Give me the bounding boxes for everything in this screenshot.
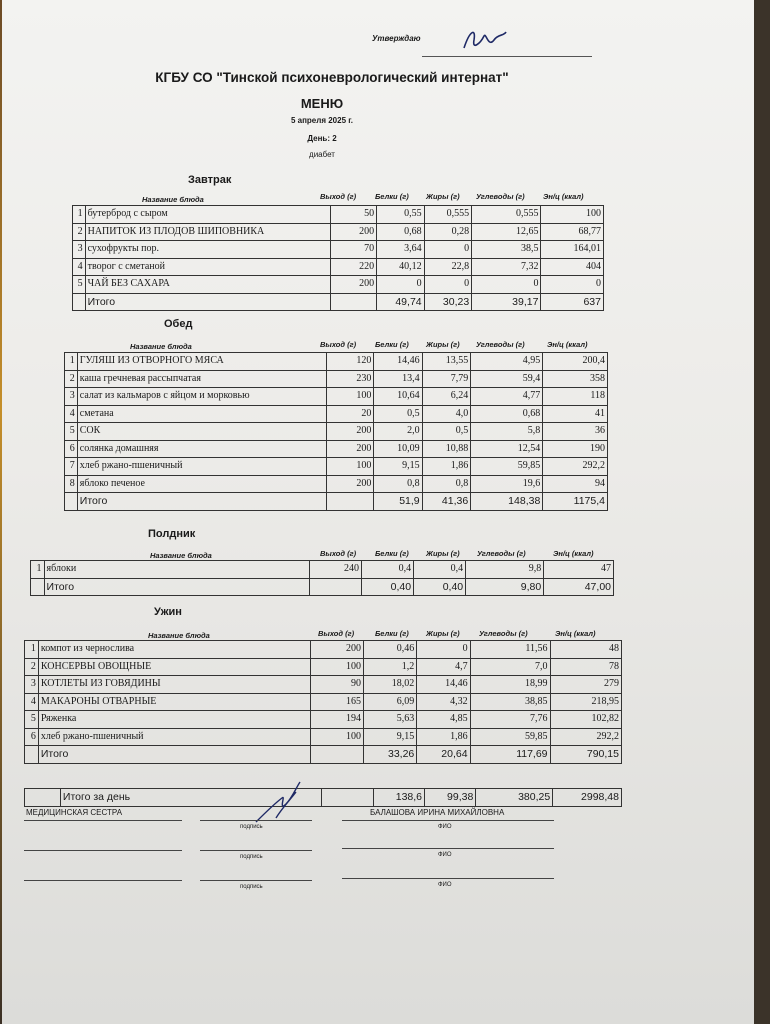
table-row xyxy=(65,440,608,458)
cell-energy: 164,01 xyxy=(541,241,604,259)
cell-protein: 0 xyxy=(377,276,425,294)
cell-n: 7 xyxy=(65,458,78,476)
cell-protein: 40,12 xyxy=(377,258,425,276)
section-title-dinner: Ужин xyxy=(154,606,182,618)
cell-fat: 1,86 xyxy=(422,458,471,476)
cell-fat: 14,46 xyxy=(417,676,470,694)
cell-name: ЧАЙ БЕЗ САХАРА xyxy=(85,276,330,294)
total-energy: 1175,4 xyxy=(543,493,608,511)
cell-energy: 47 xyxy=(544,561,614,579)
day-total-carbs: 380,25 xyxy=(476,789,553,807)
col-header-yield: Выход (г) xyxy=(320,549,357,558)
col-header-protein: Белки (г) xyxy=(375,549,409,558)
total-name: Итого xyxy=(85,293,330,311)
cell-carbs: 19,6 xyxy=(471,475,543,493)
total-energy: 47,00 xyxy=(544,578,614,596)
cell-name: МАКАРОНЫ ОТВАРНЫЕ xyxy=(38,693,310,711)
cell-n: 8 xyxy=(65,475,78,493)
signature-person: БАЛАШОВА ИРИНА МИХАЙЛОВНА xyxy=(370,808,505,817)
cell-name: бутерброд с сыром xyxy=(85,206,330,224)
table-row xyxy=(65,370,608,388)
cell-n: 4 xyxy=(73,258,86,276)
cell-energy: 190 xyxy=(543,440,608,458)
cell-fat: 0 xyxy=(417,641,470,659)
cell-yield: 200 xyxy=(326,423,374,441)
col-header-protein: Белки (г) xyxy=(375,340,409,349)
cell-protein: 0,55 xyxy=(377,206,425,224)
cell-protein: 10,09 xyxy=(374,440,422,458)
cell-energy: 78 xyxy=(550,658,621,676)
total-carbs: 117,69 xyxy=(470,746,550,764)
cell-protein: 10,64 xyxy=(374,388,422,406)
cell-protein: 0,68 xyxy=(377,223,425,241)
cell-name: хлеб ржано-пшеничный xyxy=(38,728,310,746)
cell-yield: 194 xyxy=(310,711,363,729)
cell-energy: 94 xyxy=(543,475,608,493)
total-yield xyxy=(310,578,362,596)
total-energy: 790,15 xyxy=(550,746,621,764)
signature-role: МЕДИЦИНСКАЯ СЕСТРА xyxy=(26,808,123,817)
cell-name: СОК xyxy=(77,423,326,441)
col-header-name: Название блюда xyxy=(130,342,192,351)
cell-yield: 200 xyxy=(310,641,363,659)
col-header-carbs: Углеводы (г) xyxy=(476,340,525,349)
cell-n: 2 xyxy=(65,370,78,388)
col-header-name: Название блюда xyxy=(150,551,212,560)
cell-energy: 358 xyxy=(543,370,608,388)
cell-fat: 0 xyxy=(424,276,472,294)
breakfast-rows xyxy=(73,206,604,311)
table-row xyxy=(25,641,622,659)
table-row xyxy=(65,458,608,476)
approve-label: Утверждаю xyxy=(372,34,421,43)
fio-caption-1: ФИО xyxy=(438,824,452,830)
cell-fat: 7,79 xyxy=(422,370,471,388)
cell-energy: 292,2 xyxy=(550,728,621,746)
cell-fat: 0,4 xyxy=(414,561,466,579)
cell-protein: 9,15 xyxy=(363,728,416,746)
total-row xyxy=(65,493,608,511)
role-line-2 xyxy=(24,850,182,851)
menu-day: День: 2 xyxy=(307,134,337,143)
total-energy: 637 xyxy=(541,293,604,311)
cell-n: 5 xyxy=(65,423,78,441)
sign-caption-1: подпись xyxy=(240,824,263,830)
cell-protein: 18,02 xyxy=(363,676,416,694)
cell-name: хлеб ржано-пшеничный xyxy=(77,458,326,476)
cell-carbs: 0,555 xyxy=(472,206,541,224)
day-total-yield-empty xyxy=(322,789,373,807)
cell-protein: 14,46 xyxy=(374,353,422,371)
cell-carbs: 38,5 xyxy=(472,241,541,259)
table-row xyxy=(25,676,622,694)
fio-line-1 xyxy=(342,820,554,821)
col-header-energy: Эн/ц (ккал) xyxy=(555,629,596,638)
cell-carbs: 7,32 xyxy=(472,258,541,276)
cell-yield: 100 xyxy=(310,728,363,746)
cell-fat: 4,0 xyxy=(422,405,471,423)
total-n xyxy=(25,746,39,764)
cell-carbs: 12,65 xyxy=(472,223,541,241)
cell-fat: 4,85 xyxy=(417,711,470,729)
cell-name: Ряженка xyxy=(38,711,310,729)
total-fat: 41,36 xyxy=(422,493,471,511)
day-total-row xyxy=(25,789,622,807)
total-carbs: 9,80 xyxy=(466,578,544,596)
total-yield xyxy=(331,293,377,311)
table-row xyxy=(65,405,608,423)
cell-yield: 90 xyxy=(310,676,363,694)
cell-yield: 200 xyxy=(326,440,374,458)
day-total-energy: 2998,48 xyxy=(553,789,622,807)
cell-n: 2 xyxy=(73,223,86,241)
table-row xyxy=(65,353,608,371)
cell-protein: 1,2 xyxy=(363,658,416,676)
cell-fat: 4,7 xyxy=(417,658,470,676)
cell-name: творог с сметаной xyxy=(85,258,330,276)
cell-energy: 200,4 xyxy=(543,353,608,371)
col-header-energy: Эн/ц (ккал) xyxy=(547,340,588,349)
cell-n: 1 xyxy=(65,353,78,371)
fio-caption-3: ФИО xyxy=(438,882,452,888)
approval-signature xyxy=(460,26,510,56)
cell-name: ГУЛЯШ ИЗ ОТВОРНОГО МЯСА xyxy=(77,353,326,371)
total-name: Итого xyxy=(38,746,310,764)
table-row xyxy=(25,693,622,711)
cell-name: сметана xyxy=(77,405,326,423)
cell-energy: 102,82 xyxy=(550,711,621,729)
total-protein: 33,26 xyxy=(363,746,416,764)
table-row xyxy=(73,258,604,276)
day-total-fat: 99,38 xyxy=(425,789,476,807)
organization-title: КГБУ СО "Тинской психоневрологический интернат" xyxy=(155,70,509,85)
table-row xyxy=(65,475,608,493)
total-carbs: 148,38 xyxy=(471,493,543,511)
cell-fat: 10,88 xyxy=(422,440,471,458)
cell-name: НАПИТОК ИЗ ПЛОДОВ ШИПОВНИКА xyxy=(85,223,330,241)
cell-yield: 120 xyxy=(326,353,374,371)
snack-rows xyxy=(31,561,614,596)
cell-protein: 0,8 xyxy=(374,475,422,493)
cell-carbs: 7,0 xyxy=(470,658,550,676)
total-name: Итого xyxy=(44,578,309,596)
col-header-yield: Выход (г) xyxy=(320,192,357,201)
col-header-name: Название блюда xyxy=(142,195,204,204)
fio-line-3 xyxy=(342,878,554,879)
col-header-carbs: Углеводы (г) xyxy=(477,549,526,558)
cell-n: 1 xyxy=(25,641,39,659)
cell-energy: 100 xyxy=(541,206,604,224)
cell-energy: 118 xyxy=(543,388,608,406)
total-n xyxy=(65,493,78,511)
dinner-table xyxy=(24,640,622,764)
table-row xyxy=(73,241,604,259)
cell-fat: 0,5 xyxy=(422,423,471,441)
col-header-carbs: Углеводы (г) xyxy=(476,192,525,201)
total-fat: 0,40 xyxy=(414,578,466,596)
diet-type: диабет xyxy=(309,150,335,159)
cell-energy: 218,95 xyxy=(550,693,621,711)
cell-name: яблоко печеное xyxy=(77,475,326,493)
col-header-fat: Жиры (г) xyxy=(426,192,460,201)
table-row xyxy=(65,388,608,406)
cell-protein: 0,5 xyxy=(374,405,422,423)
cell-yield: 165 xyxy=(310,693,363,711)
cell-protein: 13,4 xyxy=(374,370,422,388)
cell-carbs: 0 xyxy=(472,276,541,294)
col-header-yield: Выход (г) xyxy=(320,340,357,349)
cell-name: салат из кальмаров с яйцом и морковью xyxy=(77,388,326,406)
table-row xyxy=(25,711,622,729)
cell-protein: 5,63 xyxy=(363,711,416,729)
snack-table xyxy=(30,560,614,596)
cell-fat: 6,24 xyxy=(422,388,471,406)
menu-sheet xyxy=(2,0,754,1024)
day-total-label: Итого за день xyxy=(60,789,322,807)
cell-fat: 0 xyxy=(424,241,472,259)
table-row xyxy=(73,276,604,294)
cell-yield: 200 xyxy=(331,276,377,294)
cell-protein: 9,15 xyxy=(374,458,422,476)
cell-energy: 36 xyxy=(543,423,608,441)
cell-carbs: 18,99 xyxy=(470,676,550,694)
cell-name: КОНСЕРВЫ ОВОЩНЫЕ xyxy=(38,658,310,676)
cell-yield: 200 xyxy=(331,223,377,241)
col-header-yield: Выход (г) xyxy=(318,629,355,638)
cell-n: 6 xyxy=(65,440,78,458)
cell-yield: 70 xyxy=(331,241,377,259)
table-row xyxy=(73,206,604,224)
cell-name: компот из чернослива xyxy=(38,641,310,659)
cell-name: яблоки xyxy=(44,561,309,579)
total-n xyxy=(31,578,45,596)
cell-n: 5 xyxy=(25,711,39,729)
role-line-3 xyxy=(24,880,182,881)
dinner-rows xyxy=(25,641,622,764)
total-carbs: 39,17 xyxy=(472,293,541,311)
col-header-energy: Эн/ц (ккал) xyxy=(553,549,594,558)
cell-n: 4 xyxy=(25,693,39,711)
sign-line-1 xyxy=(200,820,312,821)
col-header-carbs: Углеводы (г) xyxy=(479,629,528,638)
fio-line-2 xyxy=(342,848,554,849)
cell-energy: 292,2 xyxy=(543,458,608,476)
page-title: МЕНЮ xyxy=(300,96,344,111)
total-protein: 0,40 xyxy=(362,578,414,596)
section-title-snack: Полдник xyxy=(148,528,196,540)
cell-protein: 3,64 xyxy=(377,241,425,259)
section-title-breakfast: Завтрак xyxy=(188,174,232,186)
cell-carbs: 12,54 xyxy=(471,440,543,458)
table-row xyxy=(31,561,614,579)
cell-energy: 41 xyxy=(543,405,608,423)
table-row xyxy=(73,223,604,241)
col-header-fat: Жиры (г) xyxy=(426,629,460,638)
cell-carbs: 5,8 xyxy=(471,423,543,441)
cell-n: 3 xyxy=(65,388,78,406)
cell-yield: 220 xyxy=(331,258,377,276)
cell-fat: 0,8 xyxy=(422,475,471,493)
table-row xyxy=(25,658,622,676)
section-title-lunch: Обед xyxy=(164,318,193,330)
cell-n: 6 xyxy=(25,728,39,746)
breakfast-table xyxy=(72,205,604,311)
cell-carbs: 7,76 xyxy=(470,711,550,729)
cell-name: сухофрукты пор. xyxy=(85,241,330,259)
cell-n: 5 xyxy=(73,276,86,294)
cell-protein: 6,09 xyxy=(363,693,416,711)
role-line xyxy=(24,820,182,821)
cell-fat: 1,86 xyxy=(417,728,470,746)
cell-carbs: 9,8 xyxy=(466,561,544,579)
sign-caption-3: подпись xyxy=(240,884,263,890)
sign-line-2 xyxy=(200,850,312,851)
cell-fat: 4,32 xyxy=(417,693,470,711)
cell-carbs: 11,56 xyxy=(470,641,550,659)
cell-yield: 240 xyxy=(310,561,362,579)
sign-caption-2: подпись xyxy=(240,854,263,860)
cell-n: 3 xyxy=(73,241,86,259)
cell-n: 1 xyxy=(31,561,45,579)
cell-carbs: 4,95 xyxy=(471,353,543,371)
cell-n: 1 xyxy=(73,206,86,224)
day-total-empty xyxy=(25,789,61,807)
cell-fat: 13,55 xyxy=(422,353,471,371)
cell-fat: 0,555 xyxy=(424,206,472,224)
col-header-fat: Жиры (г) xyxy=(426,340,460,349)
col-header-fat: Жиры (г) xyxy=(426,549,460,558)
total-fat: 30,23 xyxy=(424,293,472,311)
lunch-rows xyxy=(65,353,608,511)
total-row xyxy=(73,293,604,311)
total-name: Итого xyxy=(77,493,326,511)
col-header-energy: Эн/ц (ккал) xyxy=(543,192,584,201)
total-protein: 51,9 xyxy=(374,493,422,511)
total-yield xyxy=(326,493,374,511)
cell-carbs: 0,68 xyxy=(471,405,543,423)
cell-carbs: 4,77 xyxy=(471,388,543,406)
cell-energy: 0 xyxy=(541,276,604,294)
cell-yield: 100 xyxy=(326,458,374,476)
cell-carbs: 38,85 xyxy=(470,693,550,711)
cell-yield: 100 xyxy=(310,658,363,676)
total-protein: 49,74 xyxy=(377,293,425,311)
cell-yield: 200 xyxy=(326,475,374,493)
cell-name: солянка домашняя xyxy=(77,440,326,458)
cell-n: 4 xyxy=(65,405,78,423)
day-total-protein: 138,6 xyxy=(373,789,424,807)
cell-energy: 279 xyxy=(550,676,621,694)
total-row xyxy=(31,578,614,596)
table-row xyxy=(65,423,608,441)
cell-yield: 20 xyxy=(326,405,374,423)
approve-signature-line xyxy=(422,56,592,57)
table-row xyxy=(25,728,622,746)
cell-name: каша гречневая рассыпчатая xyxy=(77,370,326,388)
total-row xyxy=(25,746,622,764)
cell-protein: 2,0 xyxy=(374,423,422,441)
cell-protein: 0,46 xyxy=(363,641,416,659)
total-yield xyxy=(310,746,363,764)
cell-energy: 68,77 xyxy=(541,223,604,241)
cell-fat: 0,28 xyxy=(424,223,472,241)
cell-fat: 22,8 xyxy=(424,258,472,276)
total-n xyxy=(73,293,86,311)
col-header-protein: Белки (г) xyxy=(375,629,409,638)
cell-n: 2 xyxy=(25,658,39,676)
total-fat: 20,64 xyxy=(417,746,470,764)
day-total-table xyxy=(24,788,622,807)
sign-line-3 xyxy=(200,880,312,881)
col-header-name: Название блюда xyxy=(148,631,210,640)
menu-date: 5 апреля 2025 г. xyxy=(290,116,354,125)
cell-name: КОТЛЕТЫ ИЗ ГОВЯДИНЫ xyxy=(38,676,310,694)
cell-yield: 230 xyxy=(326,370,374,388)
cell-protein: 0,4 xyxy=(362,561,414,579)
cell-yield: 50 xyxy=(331,206,377,224)
cell-yield: 100 xyxy=(326,388,374,406)
cell-carbs: 59,85 xyxy=(471,458,543,476)
lunch-table xyxy=(64,352,608,511)
cell-n: 3 xyxy=(25,676,39,694)
cell-carbs: 59,85 xyxy=(470,728,550,746)
cell-carbs: 59,4 xyxy=(471,370,543,388)
cell-energy: 404 xyxy=(541,258,604,276)
fio-caption-2: ФИО xyxy=(438,852,452,858)
cell-energy: 48 xyxy=(550,641,621,659)
col-header-protein: Белки (г) xyxy=(375,192,409,201)
